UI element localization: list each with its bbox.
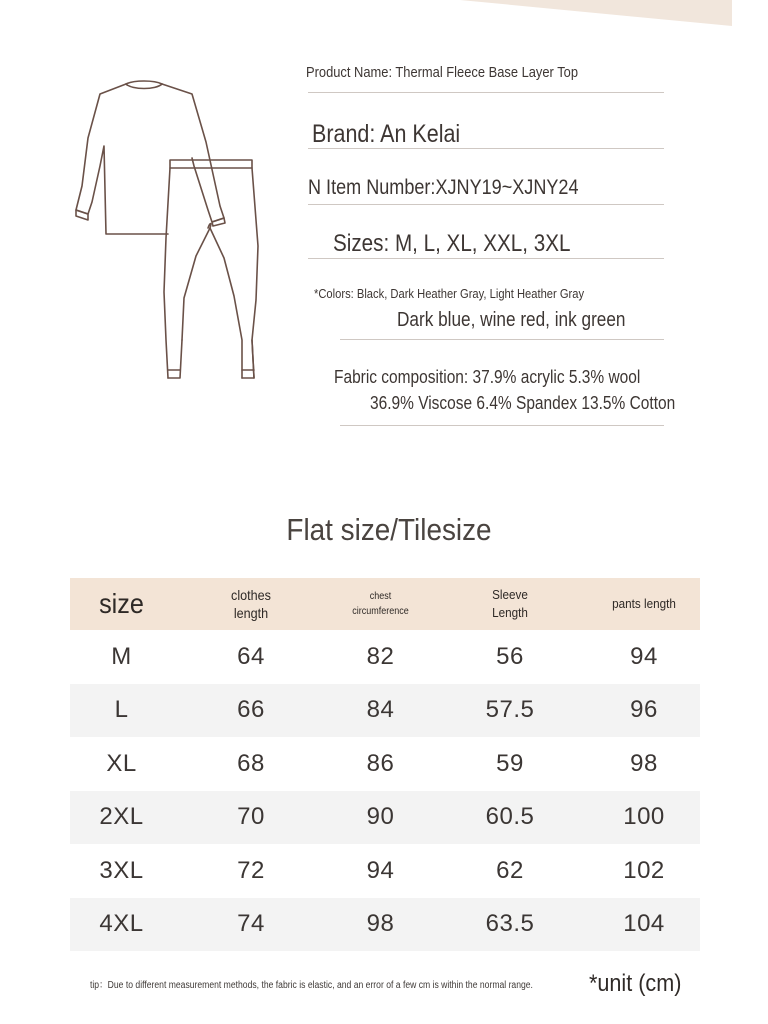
table-cell: 98	[630, 749, 658, 777]
table-cell: 64	[237, 642, 265, 670]
divider	[308, 92, 664, 93]
table-row	[70, 898, 700, 952]
table-cell: 70	[237, 803, 265, 831]
table-cell: 60.5	[485, 803, 535, 831]
header-pants-length: pants length	[612, 596, 676, 611]
table-cell: 3XL	[99, 856, 144, 884]
table-header	[70, 578, 700, 630]
sizes: Sizes: M, L, XL, XXL, 3XL	[333, 230, 571, 257]
table-cell: 90	[366, 803, 395, 831]
table-cell: 86	[366, 749, 395, 777]
item-number: N Item Number:XJNY19~XJNY24	[308, 176, 579, 199]
table-cell: 2XL	[99, 803, 144, 831]
colors-line-1: *Colors: Black, Dark Heather Gray, Light Heather Gray	[314, 286, 585, 301]
table-cell: 100	[623, 803, 665, 831]
fabric-line-1: Fabric composition: 37.9% acrylic 5.3% wool	[334, 367, 641, 387]
measurement-tip: tip：Due to different measurement methods, the fabric is elastic, and an error of a few cm is within the normal range.	[90, 980, 533, 991]
table-cell: 68	[237, 749, 265, 777]
table-row	[70, 791, 700, 845]
size-chart-title: Flat size/Tilesize	[286, 512, 492, 547]
size-table	[70, 578, 700, 951]
brand: Brand: An Kelai	[312, 120, 461, 148]
colors-line-2: Dark blue, wine red, ink green	[397, 309, 626, 331]
table-cell: 102	[623, 856, 665, 884]
table-cell: 72	[237, 856, 265, 884]
table-cell: 62	[496, 856, 524, 884]
table-cell: M	[111, 642, 132, 670]
table-cell: 94	[630, 642, 658, 670]
table-cell: 98	[366, 910, 395, 938]
divider	[340, 425, 664, 426]
table-cell: 59	[496, 749, 524, 777]
table-cell: XL	[106, 749, 137, 777]
header-sleeve-length: Sleeve Length	[492, 587, 528, 620]
table-cell: 57.5	[485, 696, 535, 724]
divider	[308, 258, 664, 259]
table-row	[70, 684, 700, 738]
table-cell: 82	[366, 642, 395, 670]
header-chest-circumference: chest circumference	[352, 591, 409, 617]
header-clothes-length: clothes length	[231, 587, 271, 621]
divider	[308, 148, 664, 149]
unit-label: *unit (cm)	[589, 970, 682, 997]
table-cell: 94	[366, 856, 395, 884]
table-cell: 96	[630, 696, 658, 724]
table-row	[70, 630, 700, 684]
fabric-line-2: 36.9% Viscose 6.4% Spandex 13.5% Cotton	[370, 393, 676, 413]
table-cell: L	[114, 696, 129, 724]
table-cell: 4XL	[99, 910, 144, 938]
table-cell: 84	[366, 696, 395, 724]
header-size: size	[99, 588, 144, 619]
base-layer-set-illustration	[70, 78, 270, 393]
table-cell: 56	[496, 642, 524, 670]
table-cell: 63.5	[485, 910, 535, 938]
table-cell: 104	[623, 910, 665, 938]
product-name: Product Name: Thermal Fleece Base Layer Top	[306, 64, 579, 81]
table-row	[70, 737, 700, 791]
decorative-corner-swoosh	[460, 0, 732, 26]
divider	[308, 204, 664, 205]
table-row	[70, 844, 700, 898]
divider	[340, 339, 664, 340]
table-cell: 74	[237, 910, 265, 938]
table-cell: 66	[237, 696, 265, 724]
